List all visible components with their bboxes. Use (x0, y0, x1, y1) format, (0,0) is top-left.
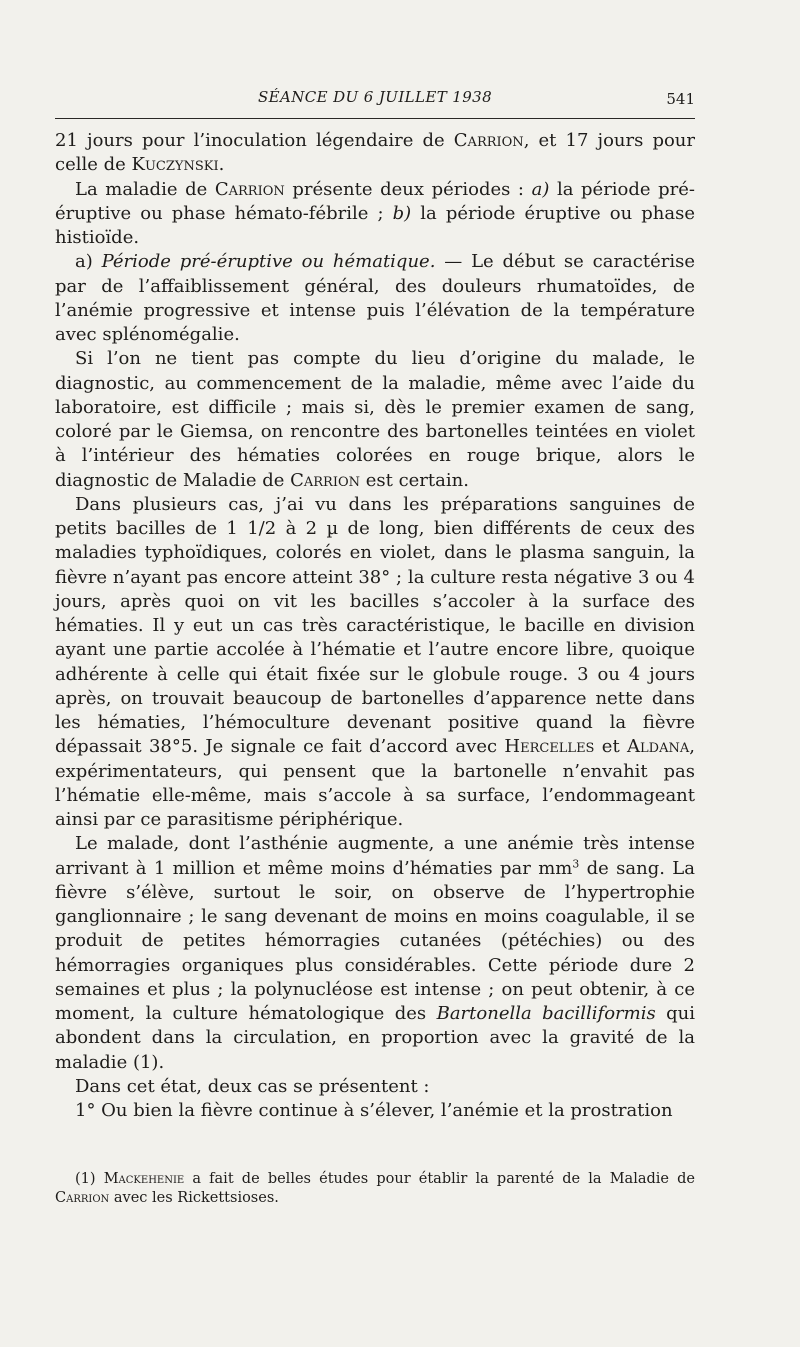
section-heading: Période pré-éruptive ou hématique. (101, 251, 436, 273)
page-header (55, 88, 695, 114)
name-kuczynski: Kuczynski (131, 154, 219, 176)
text-run: — Le début se caractérise par de l’affaiblissement général, des douleurs rhumatoïdes, de l’anémie progressive et intense puis l’élévation de la température avec splénomégalie. (55, 251, 695, 345)
text-run: et (594, 736, 628, 758)
text-run: 21 jours pour l’inoculation légendaire de (55, 130, 454, 151)
paragraph-1 (55, 129, 695, 178)
body-text (55, 129, 695, 1123)
text-run: La maladie de (75, 178, 215, 200)
paragraph-4 (55, 347, 695, 493)
text-run: Le malade, dont l’asthénie augmente, a une anémie très intense arrivant à 1 million et même moins d’hématies par mm (55, 833, 695, 879)
name-carrion: Carrion (453, 130, 524, 151)
text-run: Dans plusieurs cas, j’ai vu dans les préparations sanguines de petits bacilles de 1 1/2 à 2 µ de long, bien différents de ceux des maladies typhoïdiques, colorés en violet, dans le plasma sanguin, la fièvre n’ayant pas encore atteint 38° ; la culture resta négative 3 ou 4 jours, après quoi on vit les bacilles s’accoler à la surface des hématies. Il y eut un cas très caractéristique, le bacille en division ayant une partie accolée à l’hématie et l’autre encore libre, quoique adhérente à celle qui était fixée sur le globule rouge. 3 ou 4 jours après, on trouvait beaucoup de bartonelles d’apparence nette dans les hématies, l’hémoculture devenant positive quand la fièvre dépassait 38°5. Je signale ce fait d’accord avec (55, 493, 695, 758)
text-run: la période éruptive ou phase histioïde. (55, 202, 695, 248)
paragraph-5 (55, 493, 695, 833)
name-hercelles: Hercelles (504, 736, 595, 758)
name-aldana: Aldana (627, 736, 690, 758)
text-run: de sang. La fièvre s’élève, surtout le soir, on observe de l’hypertrophie ganglionnaire ; le sang devenant de moins en moins coagulable, il se produit de petites hémorragies cutanées (pétéchies) ou des hémorragies organiques plus considérables. Cette période dure 2 semaines et plus ; la polynucléose est intense ; on peut obtenir, à ce moment, la culture hématologique des (55, 857, 695, 1024)
text-run: la période pré-éruptive ou phase hémato-fébrile ; (55, 178, 696, 224)
running-title: SÉANCE DU 6 JUILLET 1938 (257, 88, 493, 106)
text-run: avec les Rickettsioses. (109, 1190, 279, 1206)
footnote (55, 1170, 695, 1208)
enum-a: a) (531, 178, 550, 200)
header-rule (55, 118, 695, 119)
footnote-marker: (1) (75, 1171, 104, 1187)
text-run: présente deux périodes : (284, 178, 532, 200)
text-run: a fait de belles études pour établir la parenté de la Maladie de (184, 1171, 696, 1187)
paragraph-2 (55, 178, 695, 251)
name-carrion: Carrion (290, 469, 360, 491)
text-run: Si l’on ne tient pas compte du lieu d’origine du malade, le diagnostic, au commencement de la maladie, même avec l’aide du laboratoire, est difficile ; mais si, dès le premier examen de sang, coloré par le Giemsa, on rencontre des bartonelles teintées en violet à l’intérieur des hématies colorées en rouge brique, alors le diagnostic de Maladie de (55, 348, 695, 491)
text-run: a) (75, 251, 102, 273)
enum-b: b) (392, 202, 412, 224)
paragraph-8: 1° Ou bien la fièvre continue à s’élever, l’anémie et la prostration (75, 1100, 673, 1121)
name-carrion: Carrion (214, 178, 285, 200)
page-number: 541 (666, 90, 695, 108)
species-name: Bartonella bacilliformis (436, 1003, 656, 1024)
paragraph-6 (55, 832, 695, 1075)
name-carrion: Carrion (55, 1190, 110, 1206)
text-run: . (218, 154, 225, 176)
paragraph-7: Dans cet état, deux cas se présentent : (75, 1075, 430, 1097)
text-run: est certain. (360, 469, 469, 491)
paragraph-3 (55, 250, 695, 347)
text-run: , et 17 jours pour celle de (55, 130, 696, 176)
superscript: 3 (572, 857, 580, 871)
name-mackehenie: Mackehenie (103, 1171, 185, 1187)
text-run: , expérimentateurs, qui pensent que la bartonelle n’envahit pas l’hématie elle-même, mais s’accole à sa surface, l’endommageant ainsi par ce parasitisme périphérique. (55, 736, 695, 830)
text-run: qui abondent dans la circulation, en proportion avec la gravité de la maladie (1). (55, 1003, 696, 1073)
